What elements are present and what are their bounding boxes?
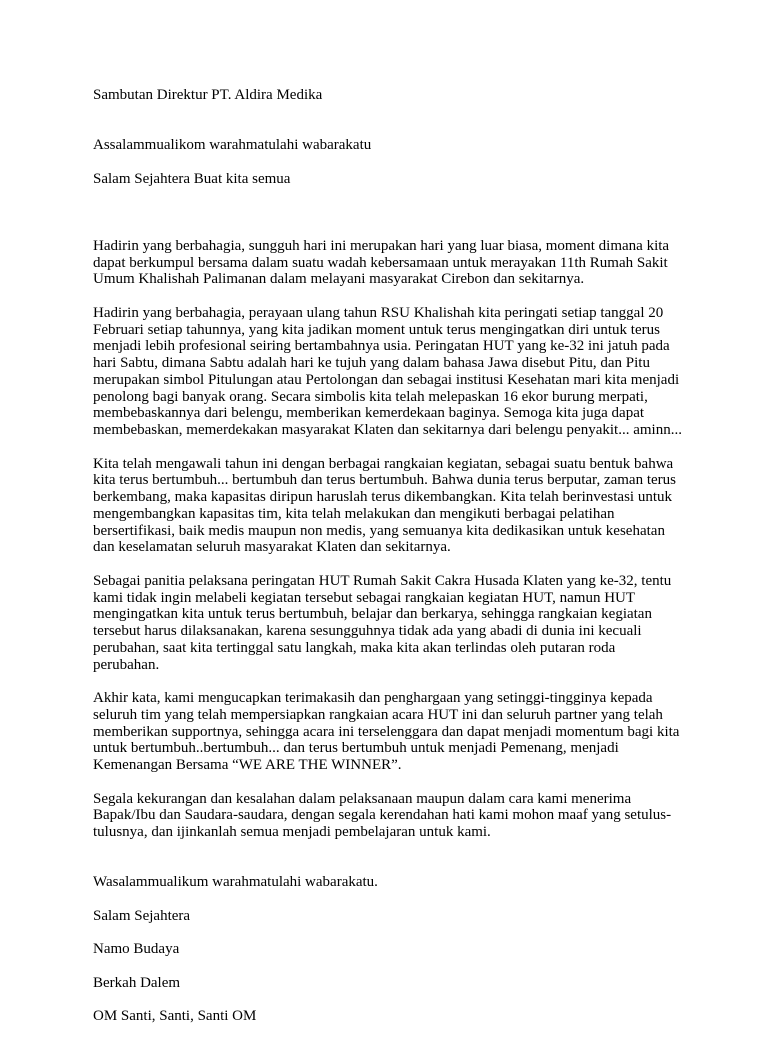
document-title: Sambutan Direktur PT. Aldira Medika <box>93 87 323 103</box>
greeting-line: Assalammualikom warahmatulahi wabarakatu <box>93 137 372 154</box>
closing-line: OM Santi, Santi, Santi OM <box>93 1008 257 1025</box>
paragraph: Sebagai panitia pelaksana peringatan HUT Rumah Sakit Cakra Husada Klaten yang ke-32, tentu kami tidak ingin melabeli kegiatan tersebut sebagai rangkaian kegiatan HUT, namun HUT mengingatkan kita untuk terus bertumbuh, belajar dan berkarya, sehingga rangkaian kegiatan tersebut harus dilaksanakan, karena sesungguhnya tidak ada yang abadi di dunia ini kecuali perubahan, saat kita tertinggal satu langkah, maka kita akan terlindas oleh putaran roda perubahan. <box>93 572 672 673</box>
closing-line: Namo Budaya <box>93 941 180 958</box>
paragraph: Hadirin yang berbahagia, perayaan ulang tahun RSU Khalishah kita peringati setiap tanggal 20 Februari setiap tahunnya, yang kita jadikan moment untuk terus mengingatkan diri untuk terus menjadi lebih profesional seiring bertambahnya usia. Peringatan HUT yang ke-32 ini jatuh pada hari Sabtu, dimana Sabtu adalah hari ke tujuh yang dalam bahasa Jawa disebut Pitu, dan Pitu merupakan simbol Pitulungan atau Pertolongan dan sebagai institusi Kesehatan mari kita menjadi penolong bagi banyak orang. Secara simbolis kita telah melepaskan 16 ekor burung merpati, membebaskannya dari belengu, memberikan kemerdekaan baginya. Semoga kita juga dapat membebaskan, memerdekakan masyarakat Klaten dan sekitarnya dari belengu penyakit... aminn... <box>93 304 682 438</box>
greeting-block <box>93 121 683 205</box>
paragraph: Kita telah mengawali tahun ini dengan berbagai rangkaian kegiatan, sebagai suatu bentuk bahwa kita terus bertumbuh... bertumbuh dan terus bertumbuh. Bahwa dunia terus berputar, zaman terus berkembang, maka kapasitas diripun haruslah terus dikembangkan. Kita telah berinvestasi untuk mengembangkan kapasitas tim, kita telah melakukan dan mengikuti berbagai pelatihan bersertifikasi, baik medis maupun non medis, yang semuanya kita dedikasikan untuk kesehatan dan keselamatan seluruh masyarakat Klaten dan sekitarnya. <box>93 455 676 556</box>
greeting-line: Salam Sejahtera Buat kita semua <box>93 170 291 187</box>
paragraph: Hadirin yang berbahagia, sungguh hari ini merupakan hari yang luar biasa, moment dimana kita dapat berkumpul bersama dalam suatu wadah kebersamaan untuk merayakan 11th Rumah Sakit Umum Khalishah Palimanan dalam melayani masyarakat Cirebon dan sekitarnya. <box>93 237 670 288</box>
closing-line: Berkah Dalem <box>93 974 181 991</box>
closing-line: Wasalammualikum warahmatulahi wabarakatu. <box>93 874 378 891</box>
paragraph: Segala kekurangan dan kesalahan dalam pelaksanaan maupun dalam cara kami menerima Bapak/Ibu dan Saudara-saudara, dengan segala kerendahan hati kami mohon maaf yang setulus-tulusnya, dan ijinkanlah semua menjadi pembelajaran untuk kami. <box>93 790 672 840</box>
document-page <box>93 87 683 1042</box>
paragraph: Akhir kata, kami mengucapkan terimakasih dan penghargaan yang setinggi-tingginya kepada seluruh tim yang telah mempersiapkan rangkaian acara HUT ini dan seluruh partner yang telah memberikan supportnya, sehingga acara ini terselenggara dan dapat menjadi momentum bagi kita untuk bertumbuh..bertumbuh... dan terus bertumbuh untuk menjadi Pemenang, menjadi Kemenangan Bersama “WE ARE THE WINNER”. <box>93 690 680 773</box>
closing-line: Salam Sejahtera <box>93 907 191 924</box>
closing-block <box>93 858 683 1042</box>
